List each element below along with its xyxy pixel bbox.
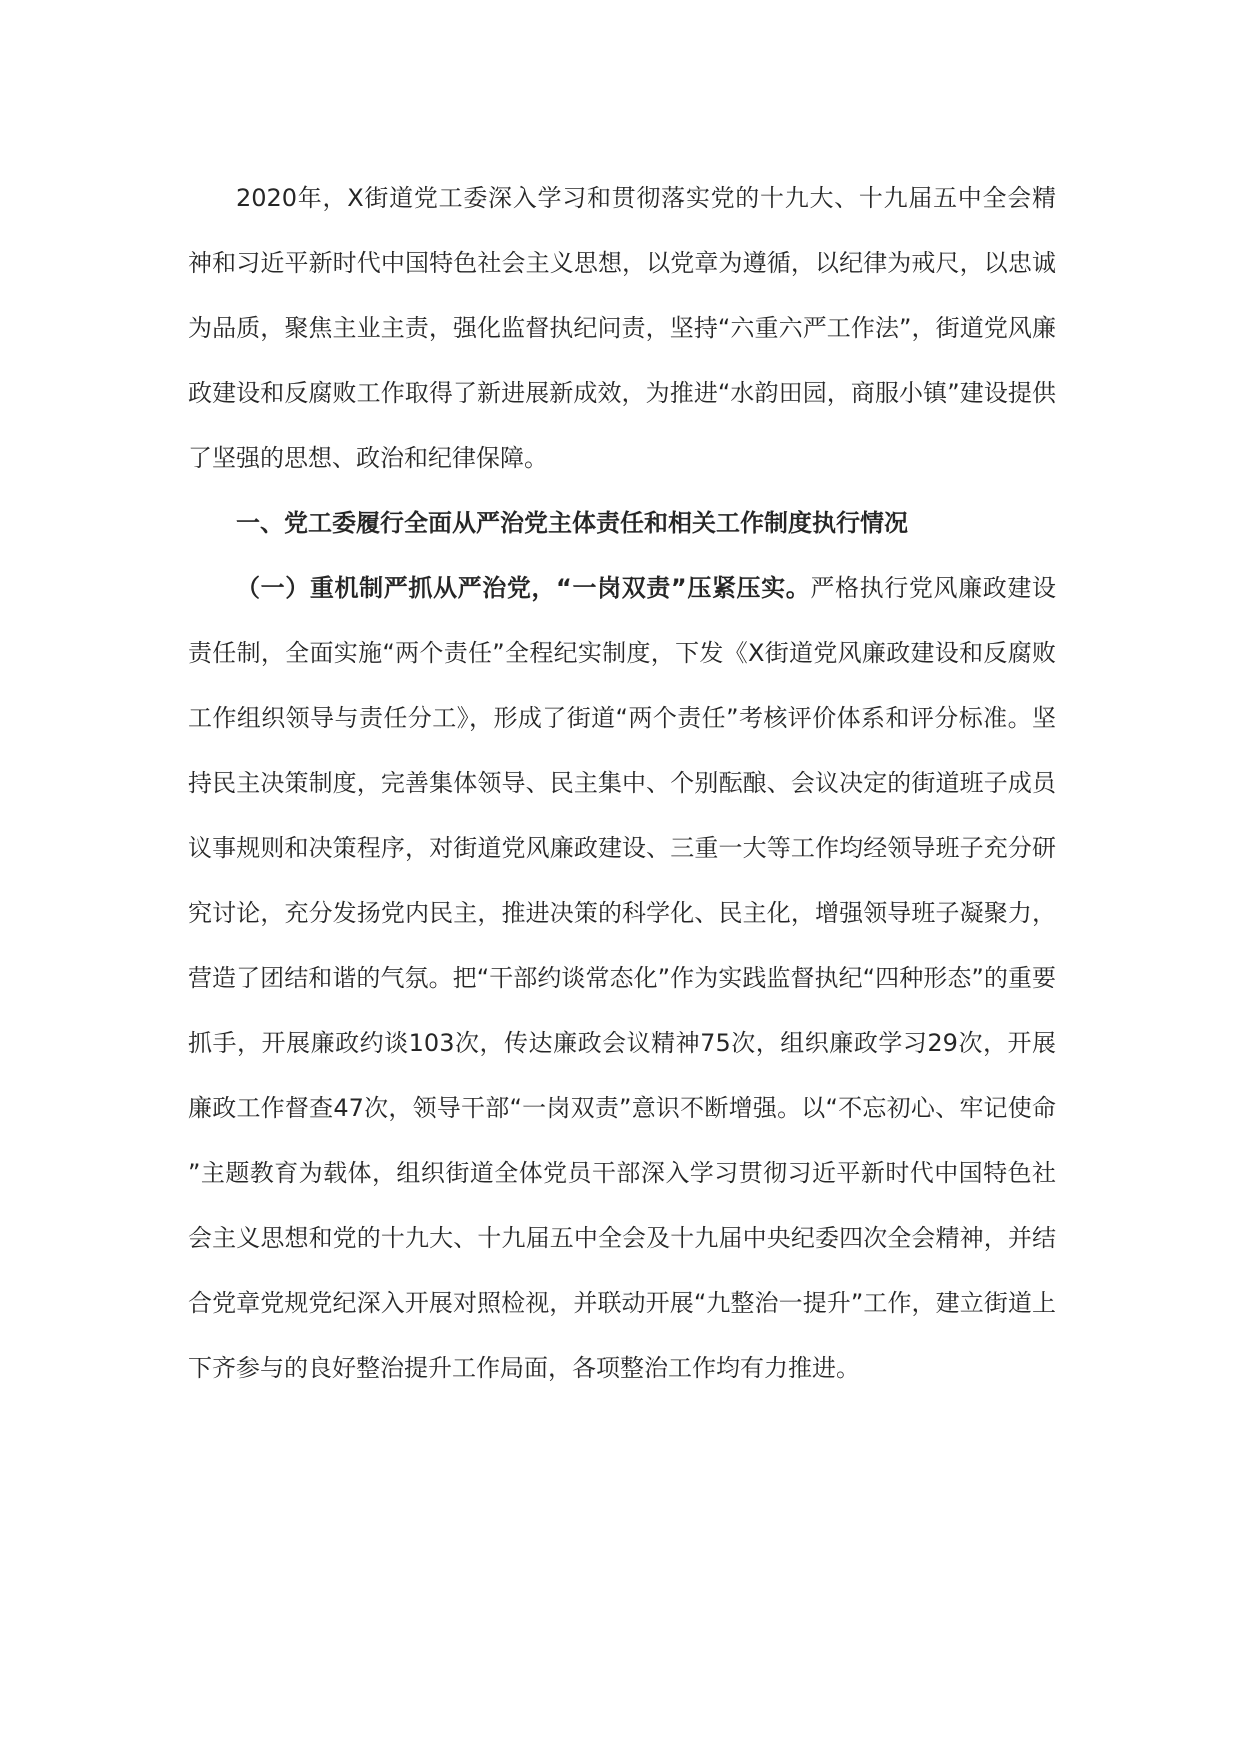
- subsection-paragraph: [188, 556, 1056, 1401]
- intro-paragraph: 2020年，X街道党工委深入学习和贯彻落实党的十九大、十九届五中全会精神和习近平新时代中国特色社会主义思想，以党章为遵循，以纪律为戒尺，以忠诚为品质，聚焦主业主责，强化监督执纪问责，坚持“六重六严工作法”，街道党风廉政建设和反腐败工作取得了新进展新成效，为推进“水韵田园，商服小镇”建设提供了坚强的思想、政治和纪律保障。: [188, 184, 1056, 472]
- subsection-title: （一）重机制严抓从严治党，“一岗双责”压紧压实。: [236, 574, 811, 602]
- section-heading: 一、党工委履行全面从严治党主体责任和相关工作制度执行情况: [236, 509, 908, 537]
- subsection-body: 严格执行党风廉政建设责任制，全面实施“两个责任”全程纪实制度，下发《X街道党风廉政建设和反腐败工作组织领导与责任分工》，形成了街道“两个责任”考核评价体系和评分标准。坚持民主决策制度，完善集体领导、民主集中、个别酝酿、会议决定的街道班子成员议事规则和决策程序，对街道党风廉政建设、三重一大等工作均经领导班子充分研究讨论，充分发扬党内民主，推进决策的科学化、民主化，增强领导班子凝聚力，营造了团结和谐的气氛。把“干部约谈常态化”作为实践监督执纪“四种形态”的重要抓手，开展廉政约谈103次，传达廉政会议精神75次，组织廉政学习29次，开展廉政工作督查47次，领导干部“一岗双责”意识不断增强。以“不忘初心、牢记使命”主题教育为载体，组织街道全体党员干部深入学习贯彻习近平新时代中国特色社会主义思想和党的十九大、十九届五中全会及十九届中央纪委四次全会精神，并结合党章党规党纪深入开展对照检视，并联动开展“九整治一提升”工作，建立街道上下齐参与的良好整治提升工作局面，各项整治工作均有力推进。: [188, 574, 1056, 1382]
- document-body: [188, 166, 1056, 1401]
